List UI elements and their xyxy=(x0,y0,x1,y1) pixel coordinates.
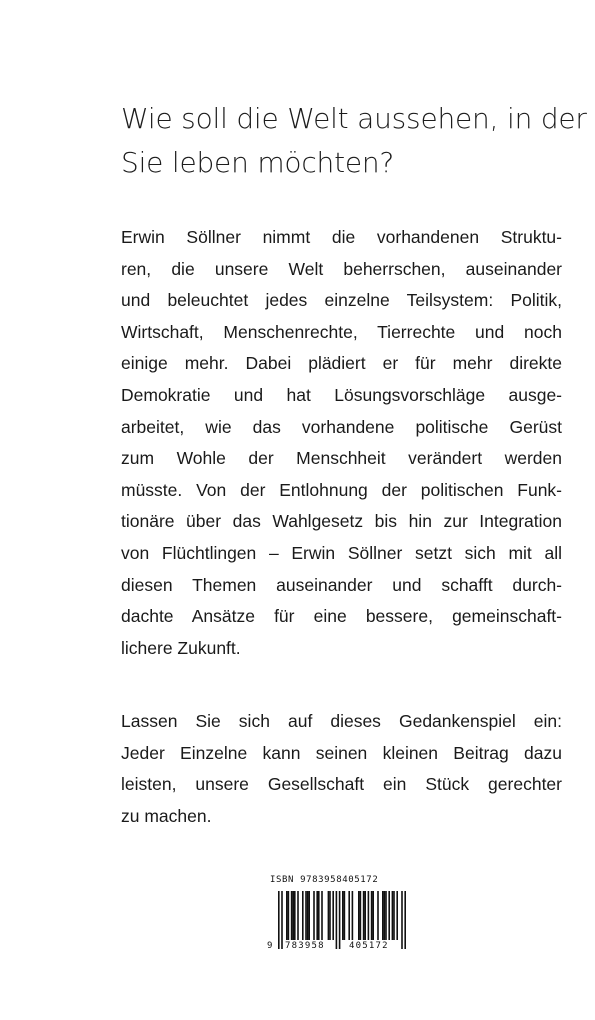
barcode-bar xyxy=(321,891,323,940)
text-line: dachte Ansätze für eine bessere, gemeinschaft- xyxy=(121,606,562,627)
barcode-bar xyxy=(308,891,310,940)
barcode-bar xyxy=(297,891,299,940)
barcode-bar xyxy=(364,891,366,940)
text-line: und beleuchtet jedes einzelne Teilsystem: Politik, xyxy=(121,290,562,311)
barcode-bar xyxy=(336,891,338,949)
text-line: Lassen Sie sich auf dieses Gedankenspiel ein: xyxy=(121,711,562,731)
barcode xyxy=(266,891,416,953)
blurb-paragraph-2 xyxy=(121,706,562,832)
barcode-bar xyxy=(382,891,384,940)
barcode-bar xyxy=(384,891,386,940)
barcode-bar xyxy=(339,891,341,949)
barcode-bar xyxy=(332,891,334,940)
text-line: Jeder Einzelne kann seinen kleinen Beitrag dazu xyxy=(121,742,562,763)
text-line: leisten, unsere Gesellschaft ein Stück gerechter xyxy=(121,774,562,795)
text-line: Demokratie und hat Lösungsvorschläge ausge- xyxy=(121,384,562,405)
text-line: diesen Themen auseinander und schafft durch- xyxy=(121,574,562,595)
barcode-bar xyxy=(368,891,370,940)
barcode-bar xyxy=(404,891,406,949)
barcode-bar xyxy=(286,891,288,940)
barcode-bar xyxy=(388,891,390,940)
text-line: von Flüchtlingen – Erwin Söllner setzt sich mit all xyxy=(121,542,562,563)
barcode-bar xyxy=(291,891,293,940)
barcode-bar xyxy=(328,891,330,940)
barcode-bar xyxy=(360,891,362,940)
barcode-digit-first: 9 xyxy=(267,941,274,951)
barcode-bar xyxy=(288,891,290,940)
barcode-bar xyxy=(313,891,315,940)
barcode-bar xyxy=(318,891,320,940)
text-line: Erwin Söllner nimmt die vorhandenen Struktu- xyxy=(121,227,562,247)
barcode-bar xyxy=(294,891,296,940)
barcode-bar xyxy=(401,891,403,949)
barcode-bar xyxy=(302,891,304,940)
text-line: ren, die unsere Welt beherrschen, auseinander xyxy=(121,258,562,279)
text-line: Wirtschaft, Menschenrechte, Tierrechte und noch xyxy=(121,321,562,342)
heading-question xyxy=(121,97,587,185)
barcode-bar xyxy=(377,891,379,940)
barcode-bar xyxy=(372,891,374,940)
heading-line: Wie soll die Welt aussehen, in der xyxy=(121,102,587,135)
blurb-paragraph-1 xyxy=(121,222,562,664)
barcode-bar xyxy=(348,891,350,940)
barcode-bar xyxy=(393,891,395,940)
text-line: zum Wohle der Menschheit verändert werden xyxy=(121,448,562,469)
barcode-bar xyxy=(352,891,354,940)
text-line: müsste. Von der Entlohnung der politischen Funk- xyxy=(121,479,562,500)
barcode-bar xyxy=(329,891,331,940)
barcode-bar xyxy=(342,891,344,940)
text-line: einige mehr. Dabei plädiert er für mehr direkte xyxy=(121,353,562,374)
isbn-barcode-block xyxy=(266,875,416,953)
barcode-bar xyxy=(385,891,387,940)
text-line: zu machen. xyxy=(121,805,212,826)
barcode-bar xyxy=(396,891,398,940)
barcode-digits-left: 783958 xyxy=(285,941,325,951)
barcode-bar xyxy=(316,891,318,940)
text-line: arbeitet, wie das vorhandene politische Gerüst xyxy=(121,416,562,437)
text-line: lichere Zukunft. xyxy=(121,637,241,658)
barcode-bar xyxy=(371,891,373,940)
barcode-bar xyxy=(307,891,309,940)
barcode-bar xyxy=(363,891,365,940)
isbn-label: ISBN 9783958405172 xyxy=(270,875,379,885)
barcode-bar xyxy=(358,891,360,940)
text-line: tionäre über das Wahlgesetz bis hin zur Integration xyxy=(121,511,562,532)
barcode-digits-right: 405172 xyxy=(349,941,389,951)
barcode-bar xyxy=(305,891,307,940)
barcode-bar xyxy=(392,891,394,940)
barcode-bar xyxy=(344,891,346,940)
heading-line: Sie leben möchten? xyxy=(121,146,395,179)
barcode-bar xyxy=(292,891,294,940)
barcode-bar xyxy=(278,891,280,949)
